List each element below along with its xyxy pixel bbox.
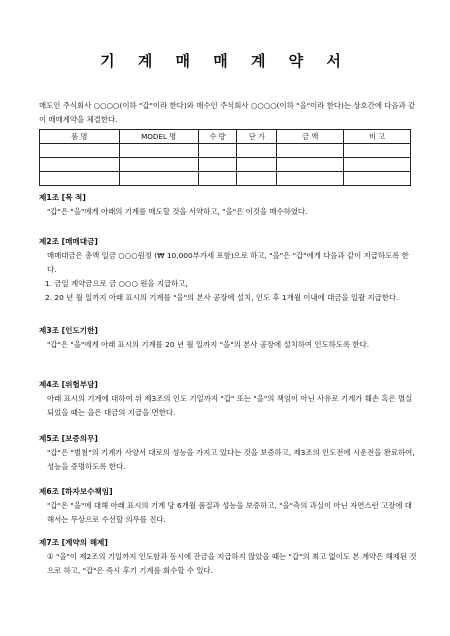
col-header-model-name: MODEL 명: [119, 130, 198, 144]
items-table: [39, 129, 411, 186]
article-body: 아래 표시의 기계에 대하여 위 제3조의 인도 기일까지 "갑" 또는 "을"의 책임이 아닌 사유로 기계가 훼손 혹은 멸실 되었을 때는 을은 대금의 지급을 면한다.: [47, 394, 413, 417]
article-heading: 제2조 [매매대금]: [39, 237, 98, 246]
article-body: "갑"은 "별첨"의 기계가 사양서 대로의 성능을 가지고 있다는 것을 보증하고, 제3조의 인도전에 시운전을 완료하여, 성능을 증명하도록 한다.: [47, 448, 415, 471]
col-header-quantity: 수 량: [198, 130, 237, 144]
col-header-unit-price: 단 가: [237, 130, 277, 144]
article-7: [39, 536, 417, 578]
table-row: [40, 172, 411, 186]
list-item: 1. 금일 계약금으로 금 ○○○ 원을 지급하고,: [45, 279, 188, 288]
col-header-item-name: 품 명: [40, 130, 120, 144]
article-heading: 제5조 [보증의무]: [39, 434, 98, 443]
table-header-row: [40, 130, 411, 144]
article-heading: 제1조 [목 적]: [39, 193, 86, 202]
list-item: 2. 20 년 월 일까지 아래 표시의 기계를 "을"의 본사 공장에 설치, 인도 후 1개월 이내에 대금을 일괄 지급한다.: [45, 293, 399, 302]
document-title: 기 계 매 매 계 약 서: [100, 52, 350, 70]
article-heading: 제7조 [계약의 해제]: [39, 538, 108, 547]
article-body: "갑"은 "을"에게 아래 표시의 기계를 20 년 월 일까지 "을"의 본사 공장에 설치하여 인도하도록 한다.: [47, 340, 370, 349]
article-heading: 제3조 [인도기한]: [39, 326, 98, 335]
article-body: "갑"은 "을"에 대해 아래 표시의 기계 당 6개월 품질과 성능을 보증하고, "을"측의 과실이 아닌 자연스런 고장에 대해서는 무상으로 수선할 의무를 진다.: [47, 501, 412, 524]
col-header-amount: 금 액: [277, 130, 344, 144]
article-1: [39, 191, 417, 219]
table-row: [40, 144, 411, 158]
article-heading: 제4조 [위험부담]: [39, 380, 98, 389]
article-4: [39, 378, 417, 420]
article-3: [39, 324, 417, 352]
article-5: [39, 432, 417, 474]
article-2: [39, 235, 417, 305]
article-heading: 제6조 [하자보수책임]: [39, 487, 113, 496]
article-body: 매매대금은 총액 일금 ○○○원정 (₩ 10,000부가세 포함)으로 하고, "을"은 "갑"에게 다음과 같이 지급하도록 한다.: [47, 251, 409, 274]
article-body: ① "을"이 제2조의 기일까지 인도함과 동시에 잔금을 지급하지 않았을 때는 "갑"의 최고 없이도 본 계약은 해제된 것으로 하고, "갑"은 즉시 후기 기계를 회수할 수 있다.: [47, 552, 417, 575]
article-body: "갑"은 "을"에게 아래의 기계를 매도할 것을 서약하고, "을"은 이것을 매수하였다.: [47, 207, 308, 216]
article-6: [39, 485, 417, 527]
table-row: [40, 158, 411, 172]
intro-paragraph: 매도인 주식회사 ○○○○(이하 "갑"이라 한다)와 매수인 주식회사 ○○○○(이하 "을"이라 한다)는 상호간에 다음과 같이 매매계약을 체결한다.: [39, 101, 416, 124]
col-header-remarks: 비 고: [344, 130, 411, 144]
